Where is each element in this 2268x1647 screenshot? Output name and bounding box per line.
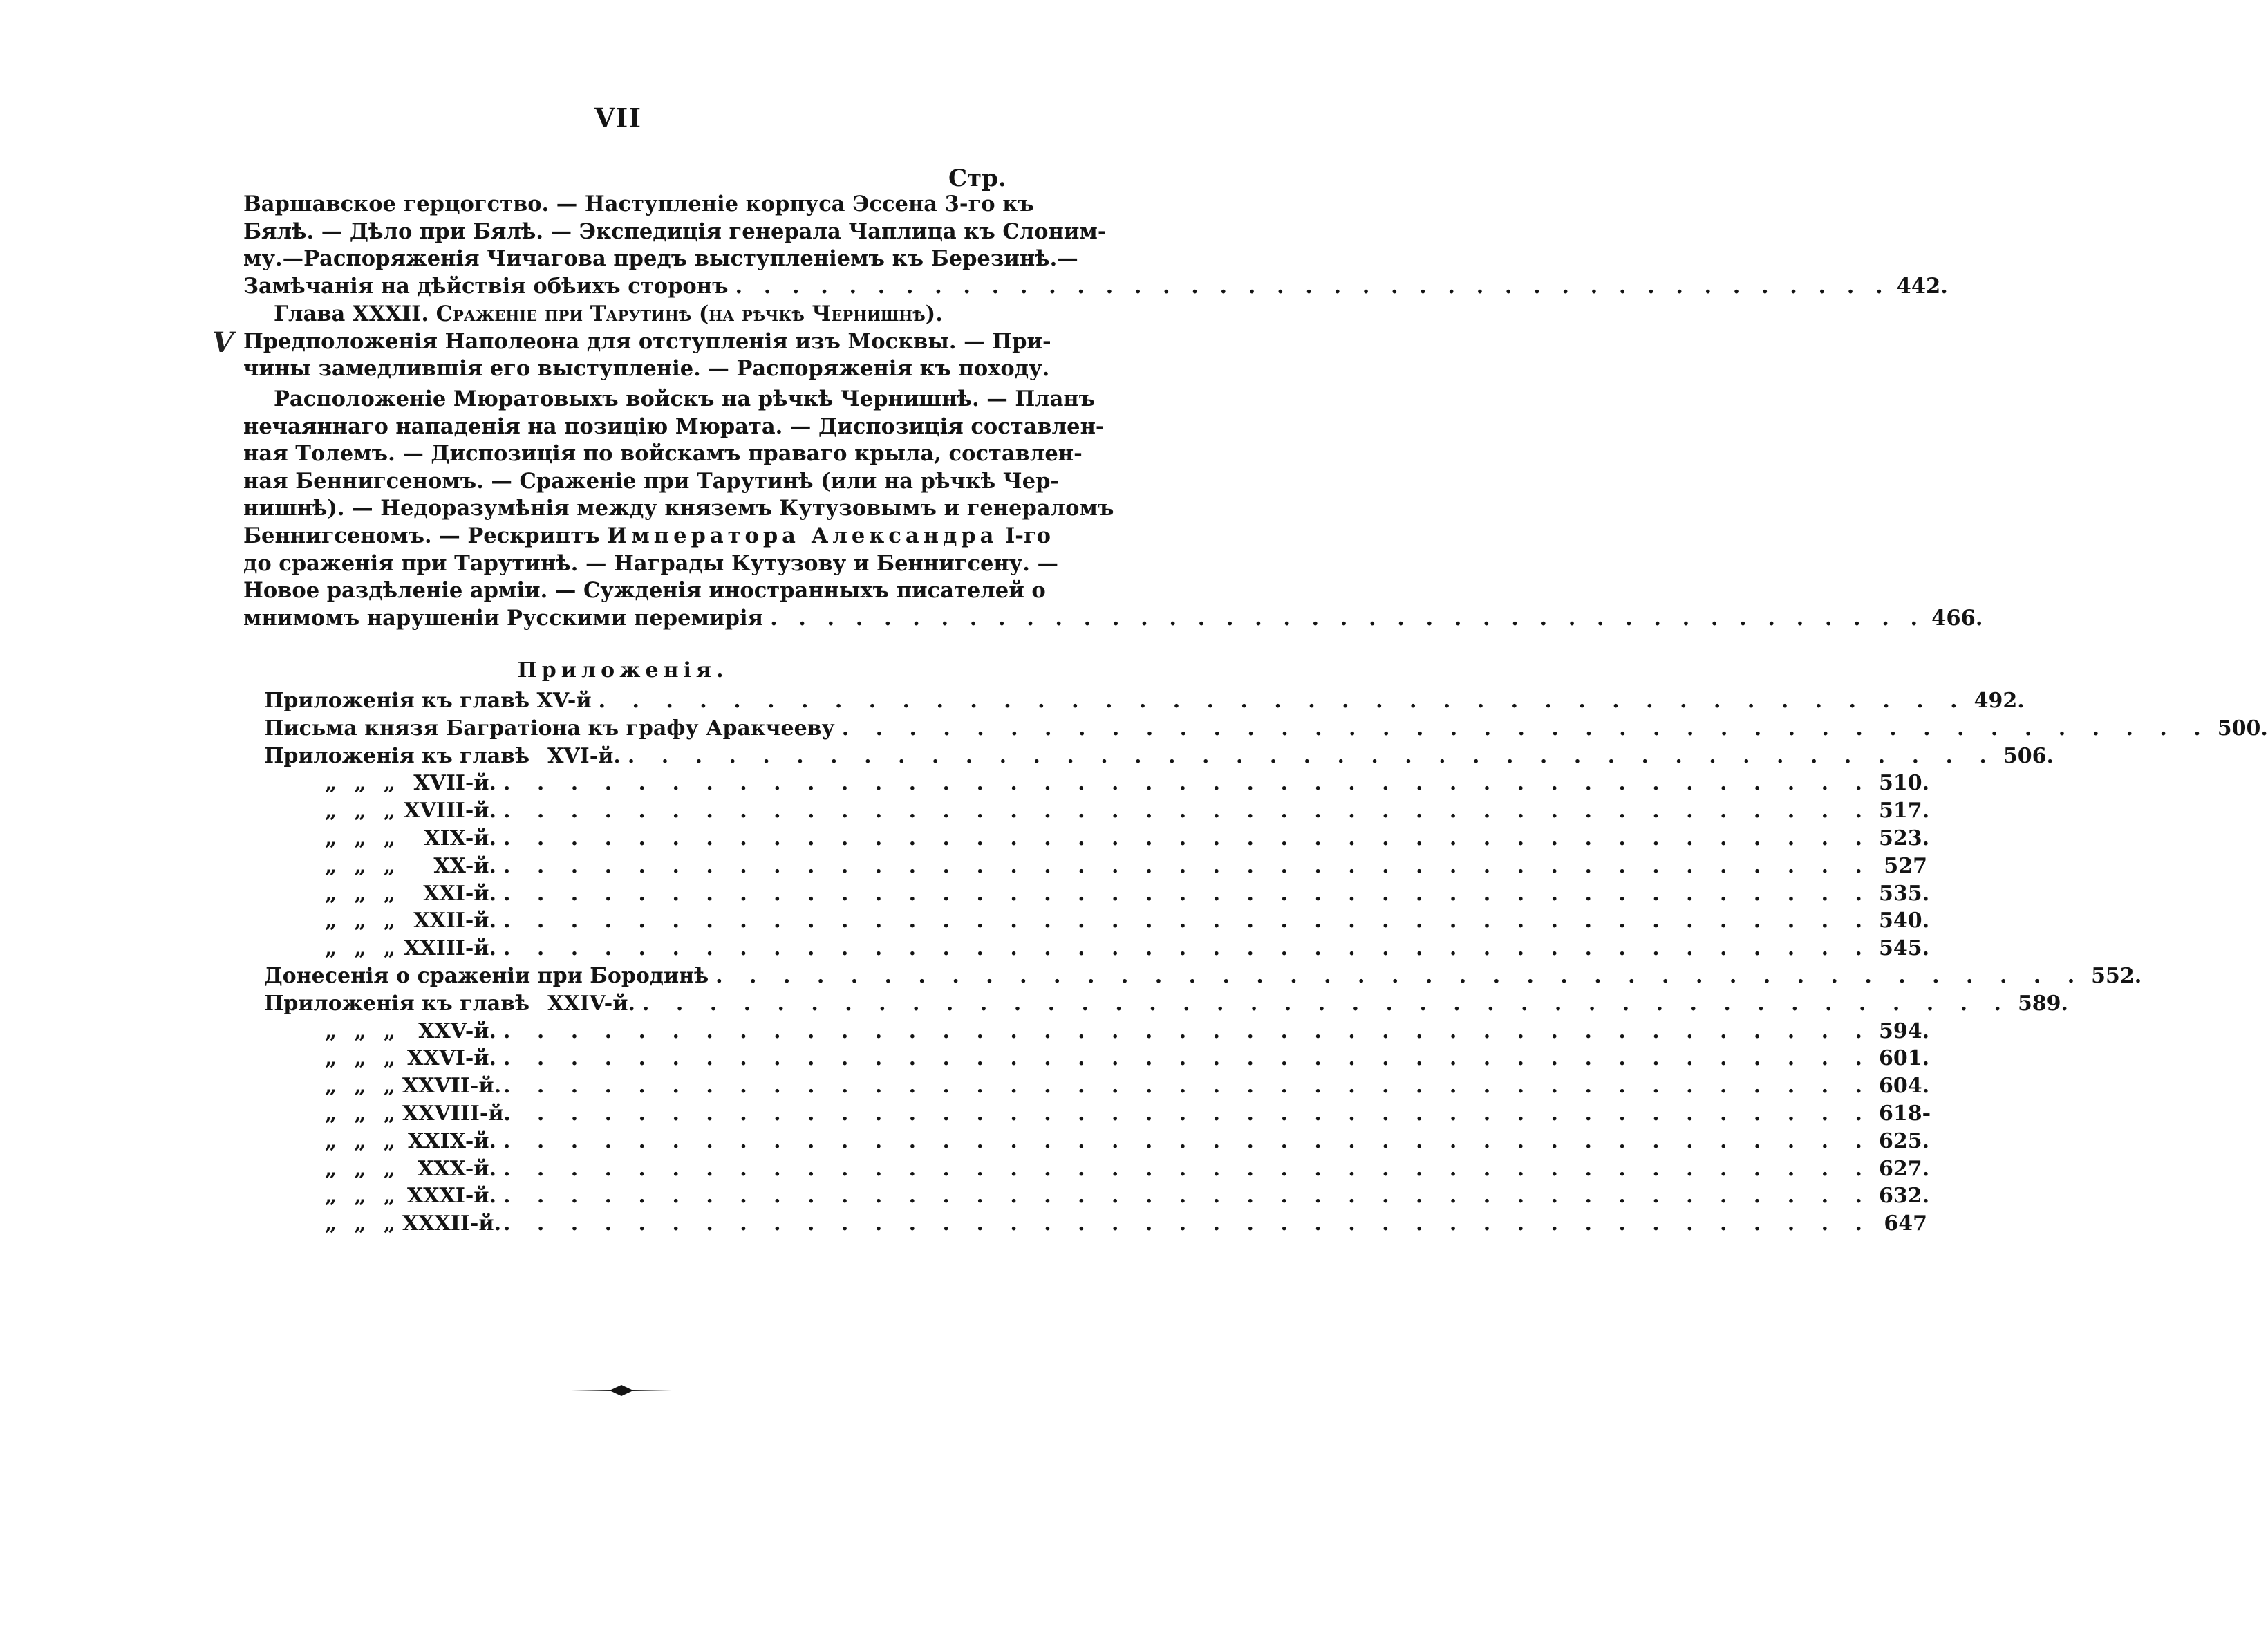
dot-leader: . . . . . . . . . . . . . . . . . . . . . . . . . . . . . . . . . . . . . . . . . — [503, 1101, 1872, 1126]
ditto-mark: „ — [325, 1211, 337, 1236]
page-ref: 618- — [1879, 1101, 1931, 1126]
appendix-row — [264, 909, 1930, 936]
appendix-chapter: XXI-й. — [423, 881, 496, 906]
page-ref: 647 — [1884, 1211, 1927, 1236]
ditto-mark: „ — [354, 826, 366, 850]
chapter-heading-line — [243, 301, 1002, 328]
ditto-mark: „ — [383, 909, 395, 933]
appendix-chapter: XIX-й. — [424, 826, 496, 850]
dot-leader: . . . . . . . . . . . . . . . . . . . . . . . . . . . . . . . . . . . . . . . . . — [503, 1128, 1872, 1153]
appendix-chapter: XXIV-й. — [547, 991, 635, 1016]
appendix-label: Донесенія о сраженіи при Бородинѣ — [264, 963, 709, 988]
ditto-mark: „ — [354, 1211, 366, 1236]
toc-line: Замѣчанія на дѣйствія обѣихъ сторонъ — [243, 273, 729, 299]
dot-leader: . . . . . . . . . . . . . . . . . . . . . . . . . . . . . . . . . . . . . . . . . — [503, 853, 1872, 878]
page-ref: 552. — [2091, 963, 2142, 988]
ditto-mark: „ — [383, 853, 395, 878]
ditto-mark: „ — [383, 1046, 395, 1071]
page-column-label: Стр. — [948, 165, 1006, 192]
ditto-mark: „ — [383, 771, 395, 796]
appendix-chapter: XX-й. — [433, 853, 496, 878]
dot-leader: . . . . . . . . . . . . . . . . . . . . . . . . . . . . . . . . . . . . . . . . . — [503, 1046, 1872, 1071]
dot-leader: . . . . . . . . . . . . . . . . . . . . . . . . . . . . . . . . . . . . . . . . . — [503, 1184, 1872, 1209]
ditto-marks — [264, 771, 402, 795]
dot-leader: . . . . . . . . . . . . . . . . . . . . . . . . . . . . . . . . . . . . . . . . . — [503, 1018, 1872, 1043]
chapter-title: Сраженіе при Тарутинѣ (на рѣчкѣ Чернишнѣ). — [435, 301, 943, 326]
appendix-label: Приложенія къ главѣ XV-й — [264, 689, 592, 713]
page-ref: 589. — [2017, 991, 2069, 1016]
toc-line: му.—Распоряженія Чичагова предъ выступленіемъ къ Березинѣ.— — [243, 246, 1078, 272]
toc-line-with-page — [243, 273, 1948, 301]
appendix-row — [264, 1128, 1930, 1157]
appendix-row — [264, 743, 2054, 772]
page-ref: 442. — [1896, 273, 1948, 299]
ditto-mark: „ — [354, 1074, 366, 1099]
appendix-chapter: XXVIII-й. — [402, 1101, 512, 1126]
ditto-marks — [264, 854, 402, 878]
ditto-mark: „ — [354, 771, 366, 796]
toc-line-with-page — [243, 605, 1983, 633]
appendix-row — [264, 1101, 1931, 1129]
dot-leader: . . . . . . . . . . . . . . . . . . . . . . . . . . . . . . . . . . . . . . . . . — [503, 771, 1872, 796]
appendix-label: Письма князя Багратіона къ графу Аракчееву — [264, 716, 835, 741]
appendix-row — [264, 1184, 1930, 1211]
page-ref: 466. — [1931, 605, 1983, 631]
chapter-heading: Глава XXXII. — [274, 301, 429, 326]
toc-line: Варшавское герцогство. — Наступленіе корпуса Эссена 3-го къ — [243, 192, 1034, 216]
ditto-mark: „ — [354, 936, 366, 961]
ditto-mark: „ — [383, 936, 395, 961]
page-ref: 625. — [1879, 1128, 1930, 1153]
page-ref: 523. — [1879, 826, 1930, 850]
ditto-marks — [264, 1101, 402, 1126]
dot-leader: . . . . . . . . . . . . . . . . . . . . . . . . . . . . . . . . . . . . . . . . . — [503, 826, 1872, 850]
ditto-mark: „ — [383, 1101, 395, 1126]
appendices-list — [264, 689, 2268, 1239]
appendix-chapter: XVIII-й. — [404, 799, 496, 824]
ditto-mark: „ — [325, 771, 337, 796]
ditto-marks — [264, 826, 402, 850]
ditto-mark: „ — [354, 1184, 366, 1209]
appendix-chapter: XXIX-й. — [408, 1128, 496, 1153]
ditto-mark: „ — [325, 1156, 337, 1181]
page-ref: 632. — [1879, 1184, 1930, 1209]
appendix-row — [264, 799, 1930, 826]
ditto-mark: „ — [354, 1018, 366, 1043]
ditto-mark: „ — [325, 1101, 337, 1126]
appendix-chapter: XXX-й. — [418, 1156, 496, 1181]
toc-text: Беннигсеномъ. — Рескриптъ — [243, 523, 600, 548]
page-ref: 506. — [2003, 743, 2054, 768]
dot-leader: . . . . . . . . . . . . . . . . . . . . . . . . . . . . . . . . . . . . . . . . . — [503, 799, 1872, 824]
ditto-mark: „ — [325, 1046, 337, 1071]
appendix-row — [264, 716, 2268, 744]
ditto-mark: „ — [354, 881, 366, 906]
dot-leader: . . . . . . . . . . . . . . . . . . . . . . . . . . . . . . . . . . . . . . . . . — [503, 1156, 1872, 1181]
ditto-mark: „ — [325, 799, 337, 824]
ditto-mark: „ — [354, 1101, 366, 1126]
page-ref: 604. — [1879, 1074, 1930, 1099]
page-ref: 601. — [1879, 1046, 1930, 1071]
ditto-marks — [264, 1211, 402, 1236]
dot-leader: . . . . . . . . . . . . . . . . . . . . . . . . . . . . . . . . . . . . . . . . . — [641, 991, 2011, 1016]
appendix-row — [264, 771, 1930, 799]
appendix-row — [264, 826, 1930, 854]
dot-leader: . . . . . . . . . . . . . . . . . . . . . . . . . . . . . . . . . . . . . . . . . — [735, 273, 1890, 299]
emperor-name: Императора Александра — [607, 523, 998, 548]
ditto-mark: „ — [325, 826, 337, 850]
page-ref: 594. — [1879, 1018, 1930, 1043]
appendix-chapter: XXV-й. — [418, 1018, 496, 1043]
page-ref: 627. — [1879, 1156, 1930, 1181]
ditto-mark: „ — [354, 853, 366, 878]
ditto-mark: „ — [325, 853, 337, 878]
appendix-row — [264, 689, 2025, 716]
appendix-label: Приложенія къ главѣ — [264, 991, 530, 1016]
ditto-marks — [264, 1019, 402, 1043]
dot-leader: . . . . . . . . . . . . . . . . . . . . . . . . . . . . . . . . . . . . . . . . . — [503, 909, 1872, 933]
toc-line: Бялѣ. — Дѣло при Бялѣ. — Экспедиція генерала Чаплица къ Слоним- — [243, 218, 1107, 244]
ditto-mark: „ — [325, 936, 337, 961]
dot-leader: . . . . . . . . . . . . . . . . . . . . . . . . . . . . . . . . . . . . . . . . . — [598, 689, 1967, 713]
ditto-marks — [264, 882, 402, 906]
ditto-marks — [264, 1157, 402, 1181]
appendix-row — [264, 1018, 1930, 1047]
page-ref: 492. — [1974, 689, 2025, 713]
toc-line: мнимомъ нарушеніи Русскими перемирія — [243, 605, 764, 631]
ditto-mark: „ — [325, 909, 337, 933]
appendix-chapter: XXIII-й. — [404, 936, 496, 961]
appendix-row — [264, 853, 1927, 882]
appendices-title: Приложенія. — [517, 658, 729, 682]
appendix-chapter: XXVII-й. — [402, 1074, 502, 1099]
page-ref: 517. — [1879, 799, 1930, 824]
page-number: VII — [594, 102, 642, 133]
ditto-marks — [264, 1074, 402, 1098]
appendix-chapter: XVI-й. — [547, 743, 621, 768]
appendix-chapter: XXVI-й. — [406, 1046, 496, 1071]
appendix-chapter: XXXII-й. — [402, 1211, 502, 1236]
toc-line: нишнѣ). — Недоразумѣнія между княземъ Кутузовымъ и генераломъ — [243, 496, 1114, 521]
ditto-mark: „ — [354, 1128, 366, 1153]
ditto-mark: „ — [354, 799, 366, 824]
appendix-label: Приложенія къ главѣ — [264, 743, 530, 768]
toc-line: чины замедлившія его выступленіе. — Распоряженія къ походу. — [243, 356, 1050, 382]
toc-line-rescript — [243, 523, 1051, 550]
ditto-mark: „ — [383, 1128, 395, 1153]
toc-entry-warsaw — [243, 191, 1948, 300]
appendix-chapter: XVII-й. — [413, 771, 496, 796]
page-ref: 527 — [1884, 853, 1927, 878]
appendix-chapter: XXII-й. — [413, 909, 496, 933]
ditto-mark: „ — [383, 1184, 395, 1209]
ditto-mark: „ — [383, 1074, 395, 1099]
ditto-mark: „ — [383, 826, 395, 850]
page-ref: 540. — [1879, 909, 1930, 933]
toc-line: до сраженія при Тарутинѣ. — Награды Кутузову и Беннигсену. — — [243, 550, 1059, 576]
toc-line: Новое раздѣленіе арміи. — Сужденія иностранныхъ писателей о — [243, 578, 1046, 604]
toc-line: ная Толемъ. — Диспозиція по войскамъ праваго крыла, составлен- — [243, 441, 1083, 467]
page-ref: 545. — [1879, 936, 1930, 961]
appendix-row — [264, 963, 2142, 992]
ditto-mark: „ — [383, 1018, 395, 1043]
appendix-row — [264, 1156, 1930, 1184]
toc-entry-tarutino — [243, 386, 1983, 632]
ditto-mark: „ — [383, 1211, 395, 1236]
dot-leader: . . . . . . . . . . . . . . . . . . . . . . . . . . . . . . . . . . . . . . . . . — [503, 936, 1872, 961]
ditto-mark: „ — [354, 909, 366, 933]
ditto-marks — [264, 1129, 402, 1153]
ditto-marks — [264, 1184, 402, 1208]
toc-entry-chapter-32 — [243, 301, 1051, 383]
ditto-mark: „ — [325, 1074, 337, 1099]
ditto-marks — [264, 1046, 402, 1070]
ditto-mark: „ — [383, 799, 395, 824]
dot-leader: . . . . . . . . . . . . . . . . . . . . . . . . . . . . . . . . . . . . . . . . . — [770, 605, 1925, 631]
toc-line: ная Беннигсеномъ. — Сраженіе при Тарутинѣ (или на рѣчкѣ Чер- — [243, 468, 1060, 494]
dot-leader: . . . . . . . . . . . . . . . . . . . . . . . . . . . . . . . . . . . . . . . . . — [841, 716, 2211, 741]
dot-leader: . . . . . . . . . . . . . . . . . . . . . . . . . . . . . . . . . . . . . . . . . — [627, 743, 1996, 768]
ditto-mark: „ — [383, 1156, 395, 1181]
toc-text: I-го — [1005, 523, 1051, 548]
ditto-mark: „ — [354, 1046, 366, 1071]
page-ref: 500. — [2217, 716, 2268, 741]
appendix-row — [264, 1074, 1930, 1101]
page-ref: 510. — [1879, 771, 1930, 796]
page-ref: 535. — [1879, 881, 1930, 906]
ditto-mark: „ — [383, 881, 395, 906]
toc-line: Расположеніе Мюратовыхъ войскъ на рѣчкѣ Чернишнѣ. — Планъ — [274, 387, 1096, 411]
appendix-row — [264, 1046, 1930, 1074]
dot-leader: . . . . . . . . . . . . . . . . . . . . . . . . . . . . . . . . . . . . . . . . . — [715, 963, 2085, 988]
ditto-mark: „ — [325, 1184, 337, 1209]
appendix-chapter: XXXI-й. — [406, 1184, 496, 1209]
toc-line: нечаяннаго нападенія на позицію Мюрата. — Диспозиція составлен- — [243, 413, 1105, 439]
ornament-rule — [570, 1383, 673, 1398]
dot-leader: . . . . . . . . . . . . . . . . . . . . . . . . . . . . . . . . . . . . . . . . . — [503, 1211, 1872, 1236]
toc-line: Предположенія Наполеона для отступленія изъ Москвы. — При- — [243, 328, 1051, 354]
dot-leader: . . . . . . . . . . . . . . . . . . . . . . . . . . . . . . . . . . . . . . . . . — [503, 1074, 1872, 1099]
ditto-mark: „ — [354, 1156, 366, 1181]
appendix-row — [264, 936, 1930, 964]
margin-check-mark: V — [212, 326, 234, 359]
ditto-mark: „ — [325, 1018, 337, 1043]
ditto-marks — [264, 799, 402, 823]
ditto-marks — [264, 909, 402, 933]
ditto-mark: „ — [325, 881, 337, 906]
ditto-mark: „ — [325, 1128, 337, 1153]
ditto-marks — [264, 936, 402, 960]
dot-leader: . . . . . . . . . . . . . . . . . . . . . . . . . . . . . . . . . . . . . . . . . — [503, 881, 1872, 906]
appendix-row — [264, 881, 1930, 909]
appendix-row — [264, 991, 2069, 1019]
appendix-row — [264, 1211, 1927, 1239]
